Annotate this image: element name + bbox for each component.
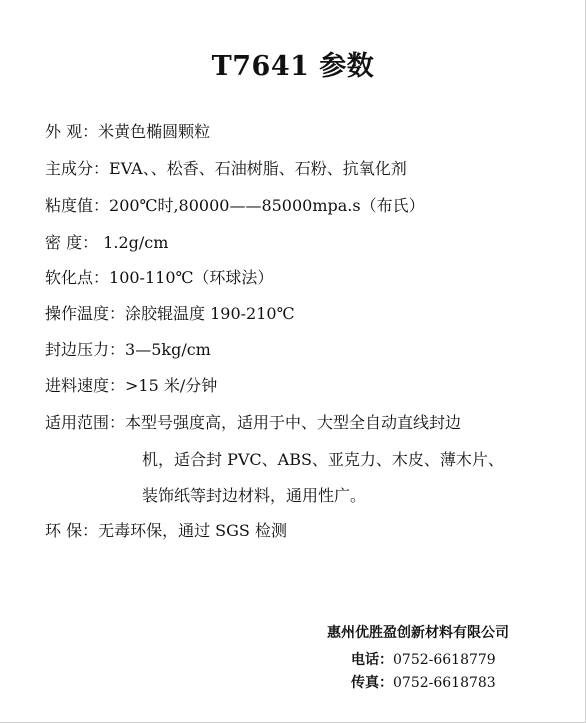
scope-continuation-line: 机，适合封 PVC、ABS、亚克力、木皮、薄木片、 (142, 450, 504, 469)
spec-row-composition (45, 159, 407, 179)
company-name: 惠州优胜盈创新材料有限公司 (327, 625, 509, 641)
fax-label: 传真： (351, 675, 393, 691)
spec-label: 粘度值： (45, 196, 110, 215)
spec-value: 100-110℃（环球法） (109, 268, 274, 287)
spec-value: 1.2g/cm (98, 233, 169, 252)
spec-row-operating-temperature (45, 304, 295, 324)
spec-label: 适用范围： (45, 413, 126, 432)
spec-value: EVA、、松香、石油树脂、石粉、抗氧化剂 (109, 159, 407, 178)
spec-value: 本型号强度高，适用于中、大型全自动直线封边 (125, 413, 462, 432)
spec-label: 软化点： (45, 268, 110, 287)
scope-continuation-line: 装饰纸等封边材料，通用性广。 (142, 486, 367, 505)
spec-row-environmental (45, 521, 287, 541)
spec-label: 封边压力： (45, 340, 126, 359)
spec-row-application-scope (45, 413, 461, 433)
spec-label: 密 度： (45, 233, 99, 252)
spec-row-viscosity (45, 196, 425, 216)
spec-row-feed-speed (45, 376, 217, 396)
spec-value: 涂胶辊温度 190-210℃ (125, 304, 295, 323)
phone-label: 电话： (351, 652, 393, 668)
spec-row-edge-pressure (45, 340, 211, 360)
spec-value: 3—5kg/cm (125, 340, 211, 359)
document-title: T7641 参数 (211, 51, 375, 82)
spec-label: 外 观： (45, 122, 99, 141)
spec-label: 进料速度： (45, 376, 126, 395)
phone-number: 0752-6618779 (393, 652, 496, 668)
fax-line (351, 672, 496, 692)
spec-row-appearance (45, 122, 210, 142)
spec-value: 米黄色椭圆颗粒 (98, 122, 211, 141)
fax-number: 0752-6618783 (393, 675, 496, 691)
spec-label: 主成分： (45, 159, 110, 178)
spec-label: 环 保： (45, 521, 99, 540)
spec-value: >15 米/分钟 (125, 376, 218, 395)
spec-value: 200℃时,80000——85000mpa.s（布氏） (109, 196, 425, 215)
spec-label: 操作温度： (45, 304, 126, 323)
phone-line (351, 649, 496, 669)
spec-row-softening-point (45, 268, 273, 288)
spec-value: 无毒环保，通过 SGS 检测 (98, 521, 287, 540)
spec-row-density (45, 233, 168, 253)
